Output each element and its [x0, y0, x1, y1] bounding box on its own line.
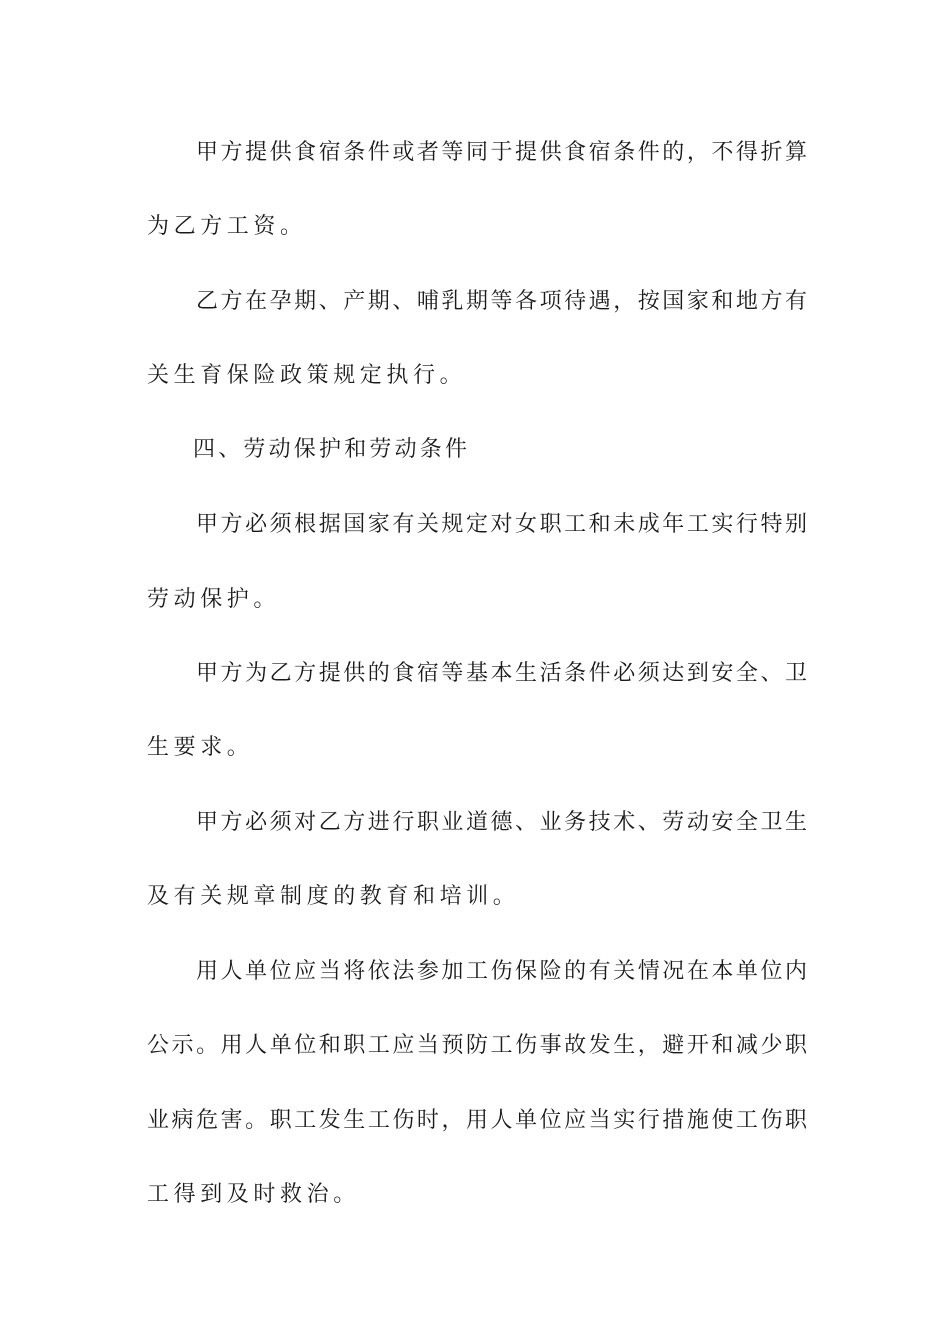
- paragraph-6-line-2: 公示。用人单位和职工应当预防工伤事故发生，避开和减少职: [147, 1033, 807, 1058]
- paragraph-6-line-1: 用人单位应当将依法参加工伤保险的有关情况在本单位内: [196, 959, 807, 984]
- paragraph-1-line-2: 为乙方工资。: [147, 214, 307, 239]
- paragraph-1-line-1: 甲方提供食宿条件或者等同于提供食宿条件的，不得折算: [196, 140, 807, 165]
- paragraph-2-line-2: 关生育保险政策规定执行。: [147, 363, 467, 388]
- paragraph-5-line-1: 甲方必须对乙方进行职业道德、业务技术、劳动安全卫生: [196, 810, 807, 835]
- section-heading: 四、劳动保护和劳动条件: [193, 437, 471, 462]
- paragraph-4-line-1: 甲方为乙方提供的食宿等基本生活条件必须达到安全、卫: [196, 661, 807, 686]
- paragraph-6-line-4: 工得到及时救治。: [147, 1182, 360, 1207]
- paragraph-5-line-2: 及有关规章制度的教育和培训。: [147, 884, 520, 909]
- paragraph-6-line-3: 业病危害。职工发生工伤时，用人单位应当实行措施使工伤职: [147, 1108, 807, 1133]
- paragraph-3-line-1: 甲方必须根据国家有关规定对女职工和未成年工实行特别: [196, 512, 807, 537]
- paragraph-4-line-2: 生要求。: [147, 735, 254, 760]
- paragraph-2-line-1: 乙方在孕期、产期、哺乳期等各项待遇，按国家和地方有: [196, 289, 807, 314]
- paragraph-3-line-2: 劳动保护。: [147, 587, 281, 612]
